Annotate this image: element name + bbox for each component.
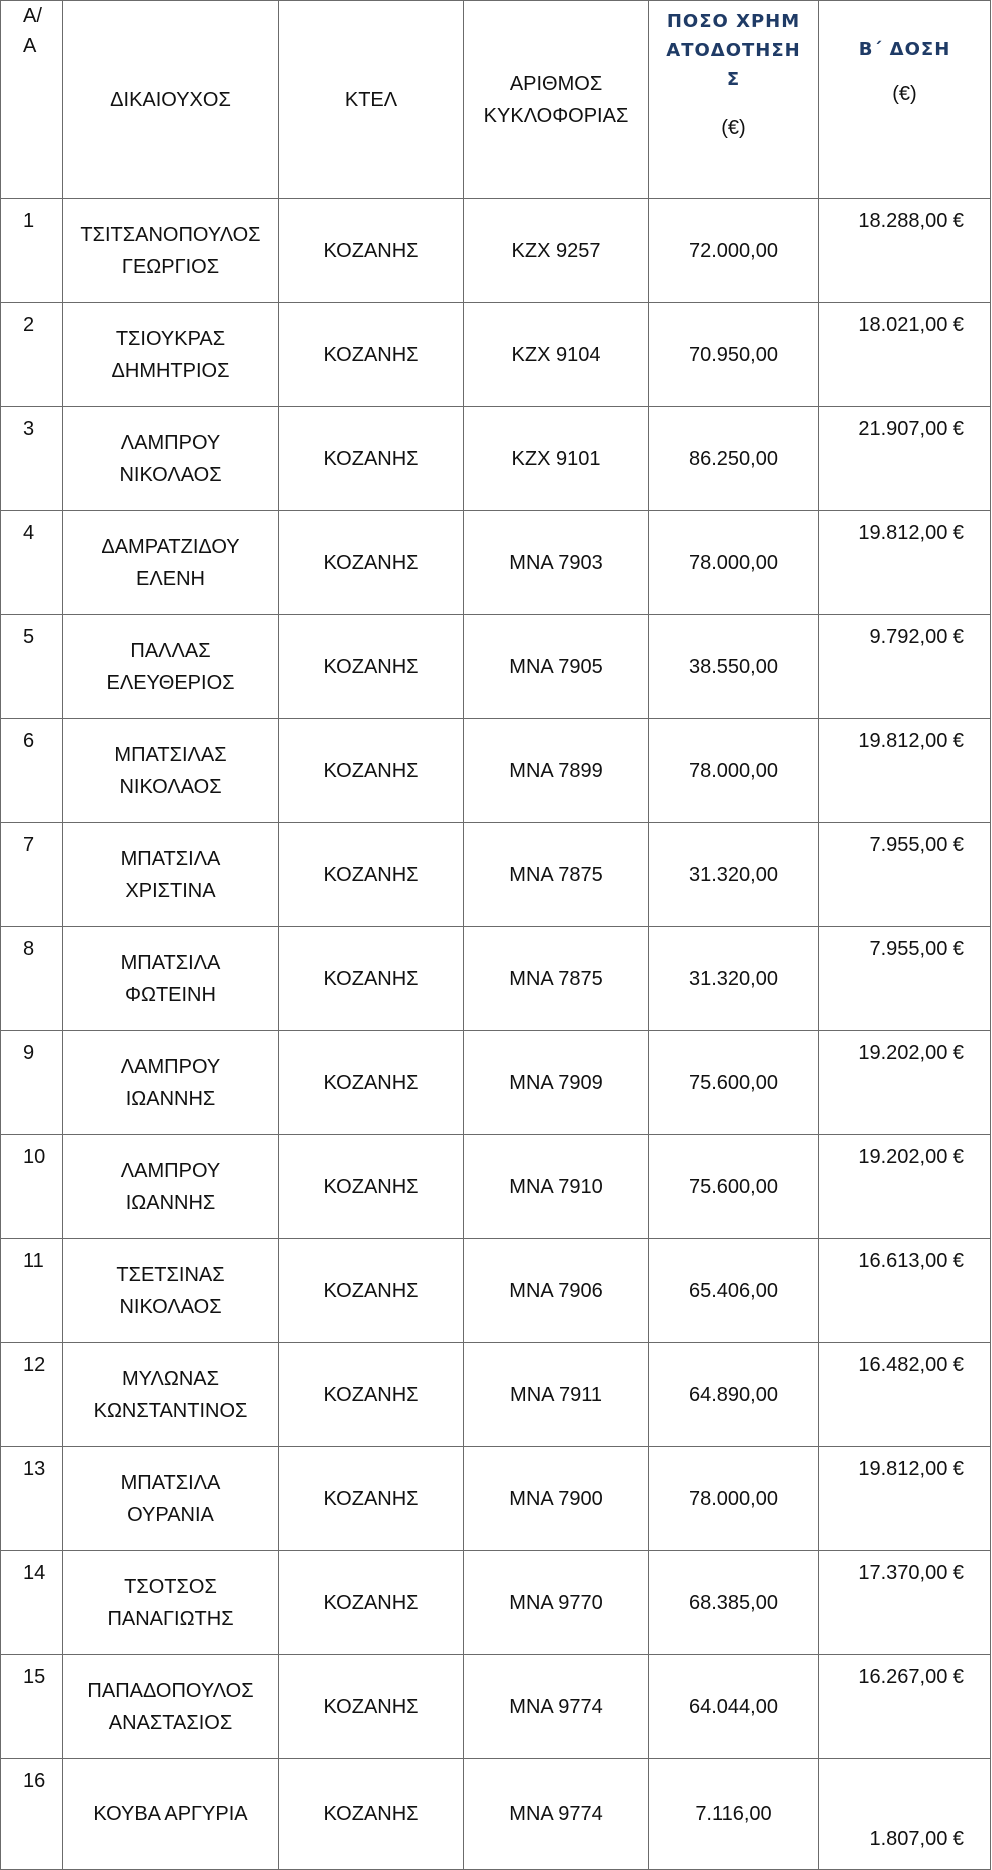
second-dose-cell: 7.955,00 € [819, 823, 991, 927]
header-second-dose-label: Β΄ ΔΟΣΗ [858, 39, 951, 60]
row-number: 9 [1, 1031, 63, 1135]
row-number: 5 [1, 615, 63, 719]
registration-cell: ΜΝΑ 7910 [464, 1135, 649, 1239]
beneficiary-name-line-2: ΝΙΚΟΛΑΟΣ [119, 775, 222, 798]
registration-cell: ΚΖΧ 9101 [464, 407, 649, 511]
row-number: 15 [1, 1655, 63, 1759]
registration-cell: ΜΝΑ 7911 [464, 1343, 649, 1447]
beneficiary-name [63, 1759, 279, 1870]
header-ktel: ΚΤΕΛ [279, 1, 464, 199]
beneficiary-name-line-1: ΜΠΑΤΣΙΛΑ [120, 847, 221, 870]
ktel-cell: ΚΟΖΑΝΗΣ [279, 1655, 464, 1759]
registration-cell: ΜΝΑ 7875 [464, 823, 649, 927]
ktel-cell: ΚΟΖΑΝΗΣ [279, 1551, 464, 1655]
registration-cell: ΜΝΑ 7899 [464, 719, 649, 823]
second-dose-cell: 19.812,00 € [819, 511, 991, 615]
table-row [1, 1655, 991, 1759]
amount-cell: 64.890,00 [649, 1343, 819, 1447]
row-number: 12 [1, 1343, 63, 1447]
beneficiary-name-line-1: ΛΑΜΠΡΟΥ [120, 1159, 221, 1182]
beneficiary-name [63, 1031, 279, 1135]
second-dose-cell: 19.812,00 € [819, 719, 991, 823]
table-row [1, 511, 991, 615]
beneficiary-name-line-2: ΕΛΕΝΗ [136, 567, 205, 590]
beneficiary-name-line-2: ΕΛΕΥΘΕΡΙΟΣ [106, 671, 235, 694]
ktel-cell: ΚΟΖΑΝΗΣ [279, 1135, 464, 1239]
second-dose-cell: 9.792,00 € [819, 615, 991, 719]
amount-cell: 68.385,00 [649, 1551, 819, 1655]
beneficiary-name-line-2: ΙΩΑΝΝΗΣ [125, 1191, 216, 1214]
registration-cell: ΜΝΑ 9770 [464, 1551, 649, 1655]
registration-cell: ΜΝΑ 7875 [464, 927, 649, 1031]
ktel-cell: ΚΟΖΑΝΗΣ [279, 407, 464, 511]
table-row [1, 303, 991, 407]
header-aa-label: Α/Α [23, 5, 42, 57]
registration-cell: ΜΝΑ 7909 [464, 1031, 649, 1135]
beneficiary-name-line-2: ΓΕΩΡΓΙΟΣ [121, 255, 220, 278]
table-row [1, 199, 991, 303]
row-number: 3 [1, 407, 63, 511]
beneficiary-name [63, 823, 279, 927]
amount-cell: 31.320,00 [649, 823, 819, 927]
header-aa [1, 1, 63, 199]
ktel-cell: ΚΟΖΑΝΗΣ [279, 303, 464, 407]
table-row [1, 1447, 991, 1551]
header-registration-label: ΑΡΙΘΜΟΣ ΚΥΚΛΟΦΟΡΙΑΣ [483, 72, 629, 127]
ktel-cell: ΚΟΖΑΝΗΣ [279, 1759, 464, 1870]
beneficiary-name [63, 1551, 279, 1655]
beneficiary-name-line-1: ΠΑΠΑΔΟΠΟΥΛΟΣ [87, 1679, 254, 1702]
beneficiary-name [63, 511, 279, 615]
beneficiary-name-line-1: ΠΑΛΛΑΣ [130, 639, 211, 662]
registration-cell: ΜΝΑ 7903 [464, 511, 649, 615]
table-row [1, 719, 991, 823]
header-beneficiary: ΔΙΚΑΙΟΥΧΟΣ [63, 1, 279, 199]
beneficiary-name-line-2: ΟΥΡΑΝΙΑ [127, 1503, 214, 1526]
registration-cell: ΚΖΧ 9257 [464, 199, 649, 303]
beneficiary-name-line-2: ΦΩΤΕΙΝΗ [125, 983, 216, 1006]
row-number: 4 [1, 511, 63, 615]
row-number: 2 [1, 303, 63, 407]
table-row [1, 823, 991, 927]
amount-cell: 86.250,00 [649, 407, 819, 511]
row-number: 14 [1, 1551, 63, 1655]
registration-cell: ΜΝΑ 7900 [464, 1447, 649, 1551]
header-registration [464, 1, 649, 199]
beneficiary-name-line-1: ΛΑΜΠΡΟΥ [120, 1055, 221, 1078]
amount-cell: 75.600,00 [649, 1031, 819, 1135]
amount-cell: 65.406,00 [649, 1239, 819, 1343]
header-row [1, 1, 991, 199]
ktel-cell: ΚΟΖΑΝΗΣ [279, 1239, 464, 1343]
table-row [1, 1239, 991, 1343]
beneficiary-name [63, 199, 279, 303]
table-row [1, 407, 991, 511]
table-row [1, 1031, 991, 1135]
row-number: 1 [1, 199, 63, 303]
beneficiary-name-line-2: ΚΩΝΣΤΑΝΤΙΝΟΣ [93, 1399, 248, 1422]
second-dose-cell: 19.202,00 € [819, 1135, 991, 1239]
second-dose-cell: 16.267,00 € [819, 1655, 991, 1759]
amount-cell: 72.000,00 [649, 199, 819, 303]
ktel-cell: ΚΟΖΑΝΗΣ [279, 199, 464, 303]
second-dose-cell: 19.812,00 € [819, 1447, 991, 1551]
beneficiary-name-line-1: ΤΣΕΤΣΙΝΑΣ [116, 1263, 225, 1286]
beneficiary-name [63, 615, 279, 719]
beneficiary-name [63, 407, 279, 511]
registration-cell: ΜΝΑ 9774 [464, 1655, 649, 1759]
second-dose-cell: 16.613,00 € [819, 1239, 991, 1343]
second-dose-cell: 7.955,00 € [819, 927, 991, 1031]
beneficiary-name-line-2: ΑΝΑΣΤΑΣΙΟΣ [108, 1711, 233, 1734]
registration-cell: ΜΝΑ 9774 [464, 1759, 649, 1870]
header-second-dose-unit: (€) [892, 83, 917, 105]
ktel-cell: ΚΟΖΑΝΗΣ [279, 615, 464, 719]
header-amount [649, 1, 819, 199]
row-number: 13 [1, 1447, 63, 1551]
amount-cell: 70.950,00 [649, 303, 819, 407]
header-amount-unit: (€) [721, 117, 746, 139]
beneficiary-name-line-2: ΙΩΑΝΝΗΣ [125, 1087, 216, 1110]
second-dose-cell: 18.288,00 € [819, 199, 991, 303]
beneficiary-name-line-1: ΜΥΛΩΝΑΣ [122, 1367, 219, 1390]
ktel-cell: ΚΟΖΑΝΗΣ [279, 1447, 464, 1551]
beneficiary-name [63, 1655, 279, 1759]
beneficiary-name-line-1: ΚΟΥΒΑ ΑΡΓΥΡΙΑ [93, 1803, 248, 1825]
second-dose-cell: 21.907,00 € [819, 407, 991, 511]
beneficiary-name-line-2: ΔΗΜΗΤΡΙΟΣ [111, 359, 230, 382]
amount-cell: 78.000,00 [649, 511, 819, 615]
second-dose-cell: 1.807,00 € [819, 1759, 991, 1870]
ktel-cell: ΚΟΖΑΝΗΣ [279, 823, 464, 927]
ktel-cell: ΚΟΖΑΝΗΣ [279, 511, 464, 615]
beneficiary-name-line-2: ΝΙΚΟΛΑΟΣ [119, 463, 222, 486]
registration-cell: ΚΖΧ 9104 [464, 303, 649, 407]
registration-cell: ΜΝΑ 7906 [464, 1239, 649, 1343]
beneficiary-name-line-1: ΛΑΜΠΡΟΥ [120, 431, 221, 454]
beneficiary-name [63, 927, 279, 1031]
beneficiary-name-line-2: ΝΙΚΟΛΑΟΣ [119, 1295, 222, 1318]
beneficiary-name [63, 1135, 279, 1239]
amount-cell: 78.000,00 [649, 1447, 819, 1551]
table-row [1, 1551, 991, 1655]
second-dose-cell: 17.370,00 € [819, 1551, 991, 1655]
beneficiary-name [63, 719, 279, 823]
row-number: 6 [1, 719, 63, 823]
beneficiary-name-line-1: ΤΣΙΟΥΚΡΑΣ [115, 327, 226, 350]
beneficiary-name [63, 1447, 279, 1551]
table-row [1, 1343, 991, 1447]
row-number: 11 [1, 1239, 63, 1343]
beneficiary-name-line-1: ΔΑΜΡΑΤΖΙΔΟΥ [101, 535, 240, 558]
beneficiary-name-line-1: ΜΠΑΤΣΙΛΑΣ [114, 743, 227, 766]
second-dose-cell: 16.482,00 € [819, 1343, 991, 1447]
beneficiary-name [63, 1343, 279, 1447]
table-row [1, 927, 991, 1031]
row-number: 8 [1, 927, 63, 1031]
row-number: 16 [1, 1759, 63, 1870]
table-row [1, 1135, 991, 1239]
table-row [1, 1759, 991, 1870]
table-header [1, 1, 991, 199]
amount-cell: 31.320,00 [649, 927, 819, 1031]
beneficiary-name [63, 303, 279, 407]
amount-cell: 75.600,00 [649, 1135, 819, 1239]
beneficiary-name [63, 1239, 279, 1343]
second-dose-cell: 19.202,00 € [819, 1031, 991, 1135]
amount-cell: 7.116,00 [649, 1759, 819, 1870]
beneficiary-name-line-1: ΤΣΙΤΣΑΝΟΠΟΥΛΟΣ [80, 223, 261, 246]
beneficiary-name-line-1: ΤΣΟΤΣΟΣ [124, 1575, 217, 1598]
ktel-cell: ΚΟΖΑΝΗΣ [279, 1031, 464, 1135]
second-dose-cell: 18.021,00 € [819, 303, 991, 407]
table-body [1, 199, 991, 1870]
header-second-dose [819, 1, 991, 199]
ktel-cell: ΚΟΖΑΝΗΣ [279, 1343, 464, 1447]
beneficiary-name-line-1: ΜΠΑΤΣΙΛΑ [120, 951, 221, 974]
ktel-cell: ΚΟΖΑΝΗΣ [279, 719, 464, 823]
header-amount-label: ΠΟΣΟ ΧΡΗΜΑΤΟΔΟΤΗΣΗΣ [666, 11, 801, 90]
ktel-cell: ΚΟΖΑΝΗΣ [279, 927, 464, 1031]
table-row [1, 615, 991, 719]
beneficiary-name-line-2: ΧΡΙΣΤΙΝΑ [125, 879, 216, 902]
amount-cell: 38.550,00 [649, 615, 819, 719]
row-number: 10 [1, 1135, 63, 1239]
row-number: 7 [1, 823, 63, 927]
amount-cell: 64.044,00 [649, 1655, 819, 1759]
amount-cell: 78.000,00 [649, 719, 819, 823]
beneficiary-name-line-2: ΠΑΝΑΓΙΩΤΗΣ [107, 1607, 234, 1630]
registration-cell: ΜΝΑ 7905 [464, 615, 649, 719]
beneficiary-name-line-1: ΜΠΑΤΣΙΛΑ [120, 1471, 221, 1494]
